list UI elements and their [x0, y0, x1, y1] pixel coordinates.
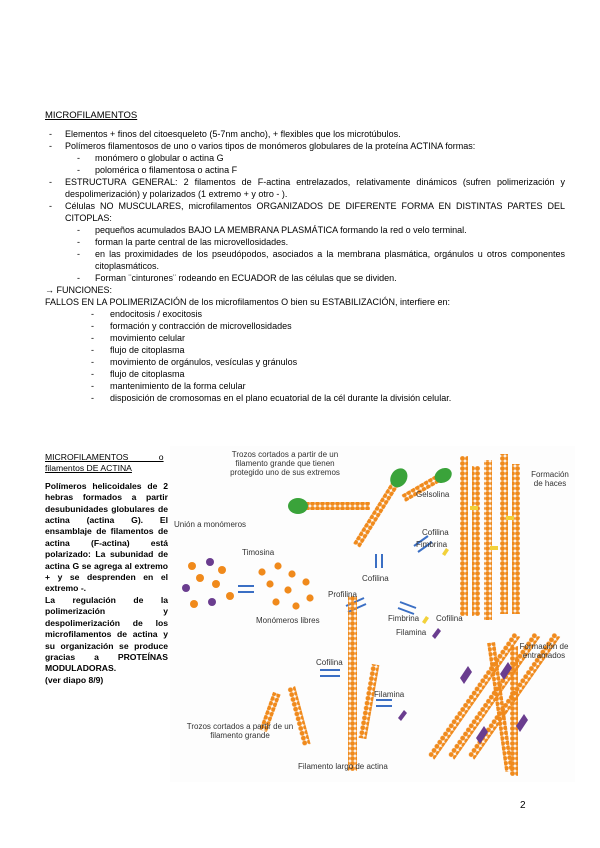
list-item: - Células NO MUSCULARES, microfilamentos ORGANIZADOS DE DIFERENTE FORMA EN DISTINTAS PARTES DEL CITOPLAS: [49, 201, 565, 223]
function-item: - movimiento de orgánulos, vesículas y gránulos [91, 357, 298, 367]
list-item: - polomérica o filamentosa o actina F [77, 165, 238, 175]
actin-bundle [460, 454, 520, 620]
function-item: - flujo de citoplasma [91, 345, 185, 355]
fimbrin-icon [422, 616, 429, 624]
label-timosina: Timosina [242, 548, 275, 557]
label-cofilina: Cofilina [436, 614, 463, 623]
section-title: MICROFILAMENTOS [45, 110, 138, 121]
function-item: - endocitosis / exocitosis [91, 309, 203, 319]
sidebar-heading-2: filamentos DE ACTINA [45, 463, 132, 474]
page-number: 2 [520, 800, 526, 811]
label-cofilina: Cofilina [316, 658, 343, 667]
sidebar-text [45, 452, 168, 686]
label-gelsolina: Gelsolina [416, 490, 450, 499]
label-cofilina: Cofilina [422, 528, 449, 537]
sidebar-paragraph: Polímeros helicoidales de 2 hebras formados a partir desubunidades globulares de actina (actina G). El ensamblaje de filamentos de actina (F-actina) está polarizado: La subunidad de actina G se agrega al extremo + y se desprenden en el extremo -. [45, 480, 168, 594]
failures-line: FALLOS EN LA POLIMERIZACIÓN de los microfilamentos O bien su ESTABILIZACIÓN, interfiere en: [45, 297, 450, 307]
label-filamento-largo: Filamento largo de actina [298, 762, 388, 771]
label-fimbrina: Fimbrina [416, 540, 448, 549]
label-formacion-entramados: Formación de entramados [519, 642, 569, 660]
sidebar-paragraph: La regulación de la polimerización y despolimerización de los microfilamentos de actina y su organización se produce gracias a PROTEÍNAS MODULADORAS. [45, 594, 168, 674]
label-cofilina: Cofilina [362, 574, 389, 583]
list-item: - monómero o globular o actina G [77, 153, 224, 163]
label-union: Unión a monómeros [174, 520, 247, 529]
label-fimbrina: Fimbrina [388, 614, 420, 623]
sidebar-note: (ver diapo 8/9) [45, 674, 104, 685]
list-item: - en las proximidades de los pseudópodos, asociados a la membrana plasmática, orgánulos u otros componentes citoplasmáticos. [77, 249, 565, 271]
list-item: - Polímeros filamentosos de uno o varios tipos de monómeros globulares de la proteína ACTINA formas: [49, 141, 476, 151]
function-item: - formación y contracción de microvellosidades [91, 321, 292, 331]
label-monomeros: Monómeros libres [256, 616, 320, 625]
main-list [45, 128, 565, 404]
function-item: - flujo de citoplasma [91, 369, 185, 379]
function-item: - movimiento celular [91, 333, 186, 343]
functions-heading: → FUNCIONES: [45, 285, 113, 295]
label-filamina: Filamina [374, 690, 405, 699]
list-item: - pequeños acumulados BAJO LA MEMBRANA PLASMÁTICA formando la red o velo terminal. [77, 225, 467, 235]
list-item: - forman la parte central de las microvellosidades. [77, 237, 289, 247]
label-trozos-bottom: Trozos cortados a partir de un filamento grande [186, 722, 294, 740]
capped-fragment [288, 498, 370, 514]
long-filament [348, 596, 357, 771]
filamin-icon [398, 710, 407, 721]
list-item: - Elementos + finos del citoesqueleto (5-7nm ancho), + flexibles que los microtúbulos. [49, 129, 401, 139]
label-trozos-top: Trozos cortados a partir de un filamento grande que tienen protegido uno de sus extremos [230, 450, 340, 477]
function-item: - mantenimiento de la forma celular [91, 381, 246, 391]
label-profilina: Profilina [328, 590, 357, 599]
function-item: - disposición de cromosomas en el plano ecuatorial de la cél durante la división celular. [91, 393, 452, 403]
list-item: - ESTRUCTURA GENERAL: 2 filamentos de F-actina entrelazados, relativamente dinámicos (sufren polimerización y despolimerización) y polarizados (1 extremo + y otro - ). [49, 177, 565, 199]
sidebar-heading-1: MICROFILAMENTOS o [45, 452, 164, 462]
free-monomers [182, 558, 314, 610]
label-formacion-haces: Formación de haces [531, 470, 569, 488]
fimbrin-icon [442, 548, 449, 556]
label-filamina: Filamina [396, 628, 427, 637]
short-fragment [358, 664, 379, 739]
actin-figure [170, 446, 575, 782]
list-item: - Forman ¨cinturones¨ rodeando en ECUADOR de las células que se dividen. [77, 273, 397, 283]
filamin-icon [432, 628, 441, 639]
